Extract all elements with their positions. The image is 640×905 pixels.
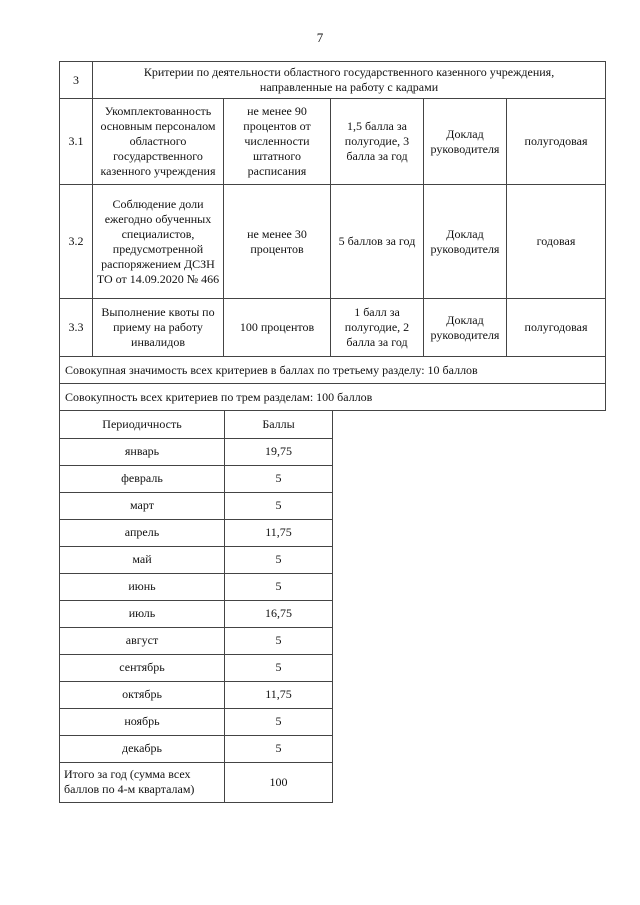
header-period: Периодичность [60, 411, 225, 438]
table-row [60, 654, 333, 681]
criterion-source: Доклад руководителя [424, 99, 507, 185]
total-row [60, 762, 333, 802]
section-title [93, 62, 606, 99]
table-row [60, 627, 333, 654]
criterion-name: Соблюдение доли ежегодно обученных специалистов, предусмотренной распоряжением ДСЗН ТО от 14.09.2020 № 466 [93, 185, 224, 299]
criterion-number: 3.3 [60, 299, 93, 357]
period-month: март [60, 492, 225, 519]
period-points: 11,75 [225, 681, 333, 708]
criterion-points: 5 баллов за год [331, 185, 424, 299]
table-row [60, 681, 333, 708]
criterion-name: Выполнение квоты по приему на работу инвалидов [93, 299, 224, 357]
table-row [60, 735, 333, 762]
header-points: Баллы [225, 411, 333, 438]
criterion-number: 3.2 [60, 185, 93, 299]
criterion-condition: не менее 30 процентов [224, 185, 331, 299]
table-row [60, 492, 333, 519]
summary-total: Совокупность всех критериев по трем разделам: 100 баллов [60, 384, 606, 411]
page-number: 7 [316, 30, 324, 45]
period-month: октябрь [60, 681, 225, 708]
criterion-row [60, 299, 606, 357]
period-points: 5 [225, 654, 333, 681]
period-month: февраль [60, 465, 225, 492]
criterion-row [60, 99, 606, 185]
criterion-source: Доклад руководителя [424, 299, 507, 357]
criterion-points: 1,5 балла за полугодие, 3 балла за год [331, 99, 424, 185]
period-points: 5 [225, 492, 333, 519]
criterion-number: 3.1 [60, 99, 93, 185]
section-number: 3 [60, 62, 93, 99]
total-value: 100 [225, 762, 333, 802]
criterion-source: Доклад руководителя [424, 185, 507, 299]
criterion-condition: 100 процентов [224, 299, 331, 357]
criterion-name: Укомплектованность основным персоналом областного государственного казенного учреждения [93, 99, 224, 185]
criterion-condition: не менее 90 процентов от численности штатного расписания [224, 99, 331, 185]
table-row [60, 546, 333, 573]
period-points: 5 [225, 627, 333, 654]
table-row [60, 438, 333, 465]
total-label: Итого за год (сумма всех баллов по 4-м кварталам) [60, 762, 225, 802]
period-points: 5 [225, 735, 333, 762]
period-points: 5 [225, 708, 333, 735]
period-month: ноябрь [60, 708, 225, 735]
summary-section3: Совокупная значимость всех критериев в баллах по третьему разделу: 10 баллов [60, 357, 606, 384]
criterion-period: годовая [507, 185, 606, 299]
period-month: июль [60, 600, 225, 627]
period-month: май [60, 546, 225, 573]
period-points: 19,75 [225, 438, 333, 465]
criterion-points: 1 балл за полугодие, 2 балла за год [331, 299, 424, 357]
period-month: сентябрь [60, 654, 225, 681]
criterion-period: полугодовая [507, 99, 606, 185]
criterion-row [60, 185, 606, 299]
criteria-table [59, 61, 606, 411]
period-points: 11,75 [225, 519, 333, 546]
period-month: декабрь [60, 735, 225, 762]
table-row [60, 519, 333, 546]
table-row [60, 600, 333, 627]
period-points: 16,75 [225, 600, 333, 627]
periods-header-row [60, 411, 333, 438]
table-row [60, 708, 333, 735]
summary-row [60, 357, 606, 384]
summary-row [60, 384, 606, 411]
period-month: август [60, 627, 225, 654]
period-points: 5 [225, 573, 333, 600]
periods-table [59, 411, 333, 803]
period-month: январь [60, 438, 225, 465]
period-points: 5 [225, 465, 333, 492]
period-month: апрель [60, 519, 225, 546]
period-month: июнь [60, 573, 225, 600]
period-points: 5 [225, 546, 333, 573]
section-title-line2: направленные на работу с кадрами [259, 80, 439, 94]
table-row [60, 573, 333, 600]
section-title-line1: Критерии по деятельности областного государственного казенного учреждения, [143, 65, 555, 79]
table-row [60, 465, 333, 492]
criterion-period: полугодовая [507, 299, 606, 357]
section-header-row [60, 62, 606, 99]
